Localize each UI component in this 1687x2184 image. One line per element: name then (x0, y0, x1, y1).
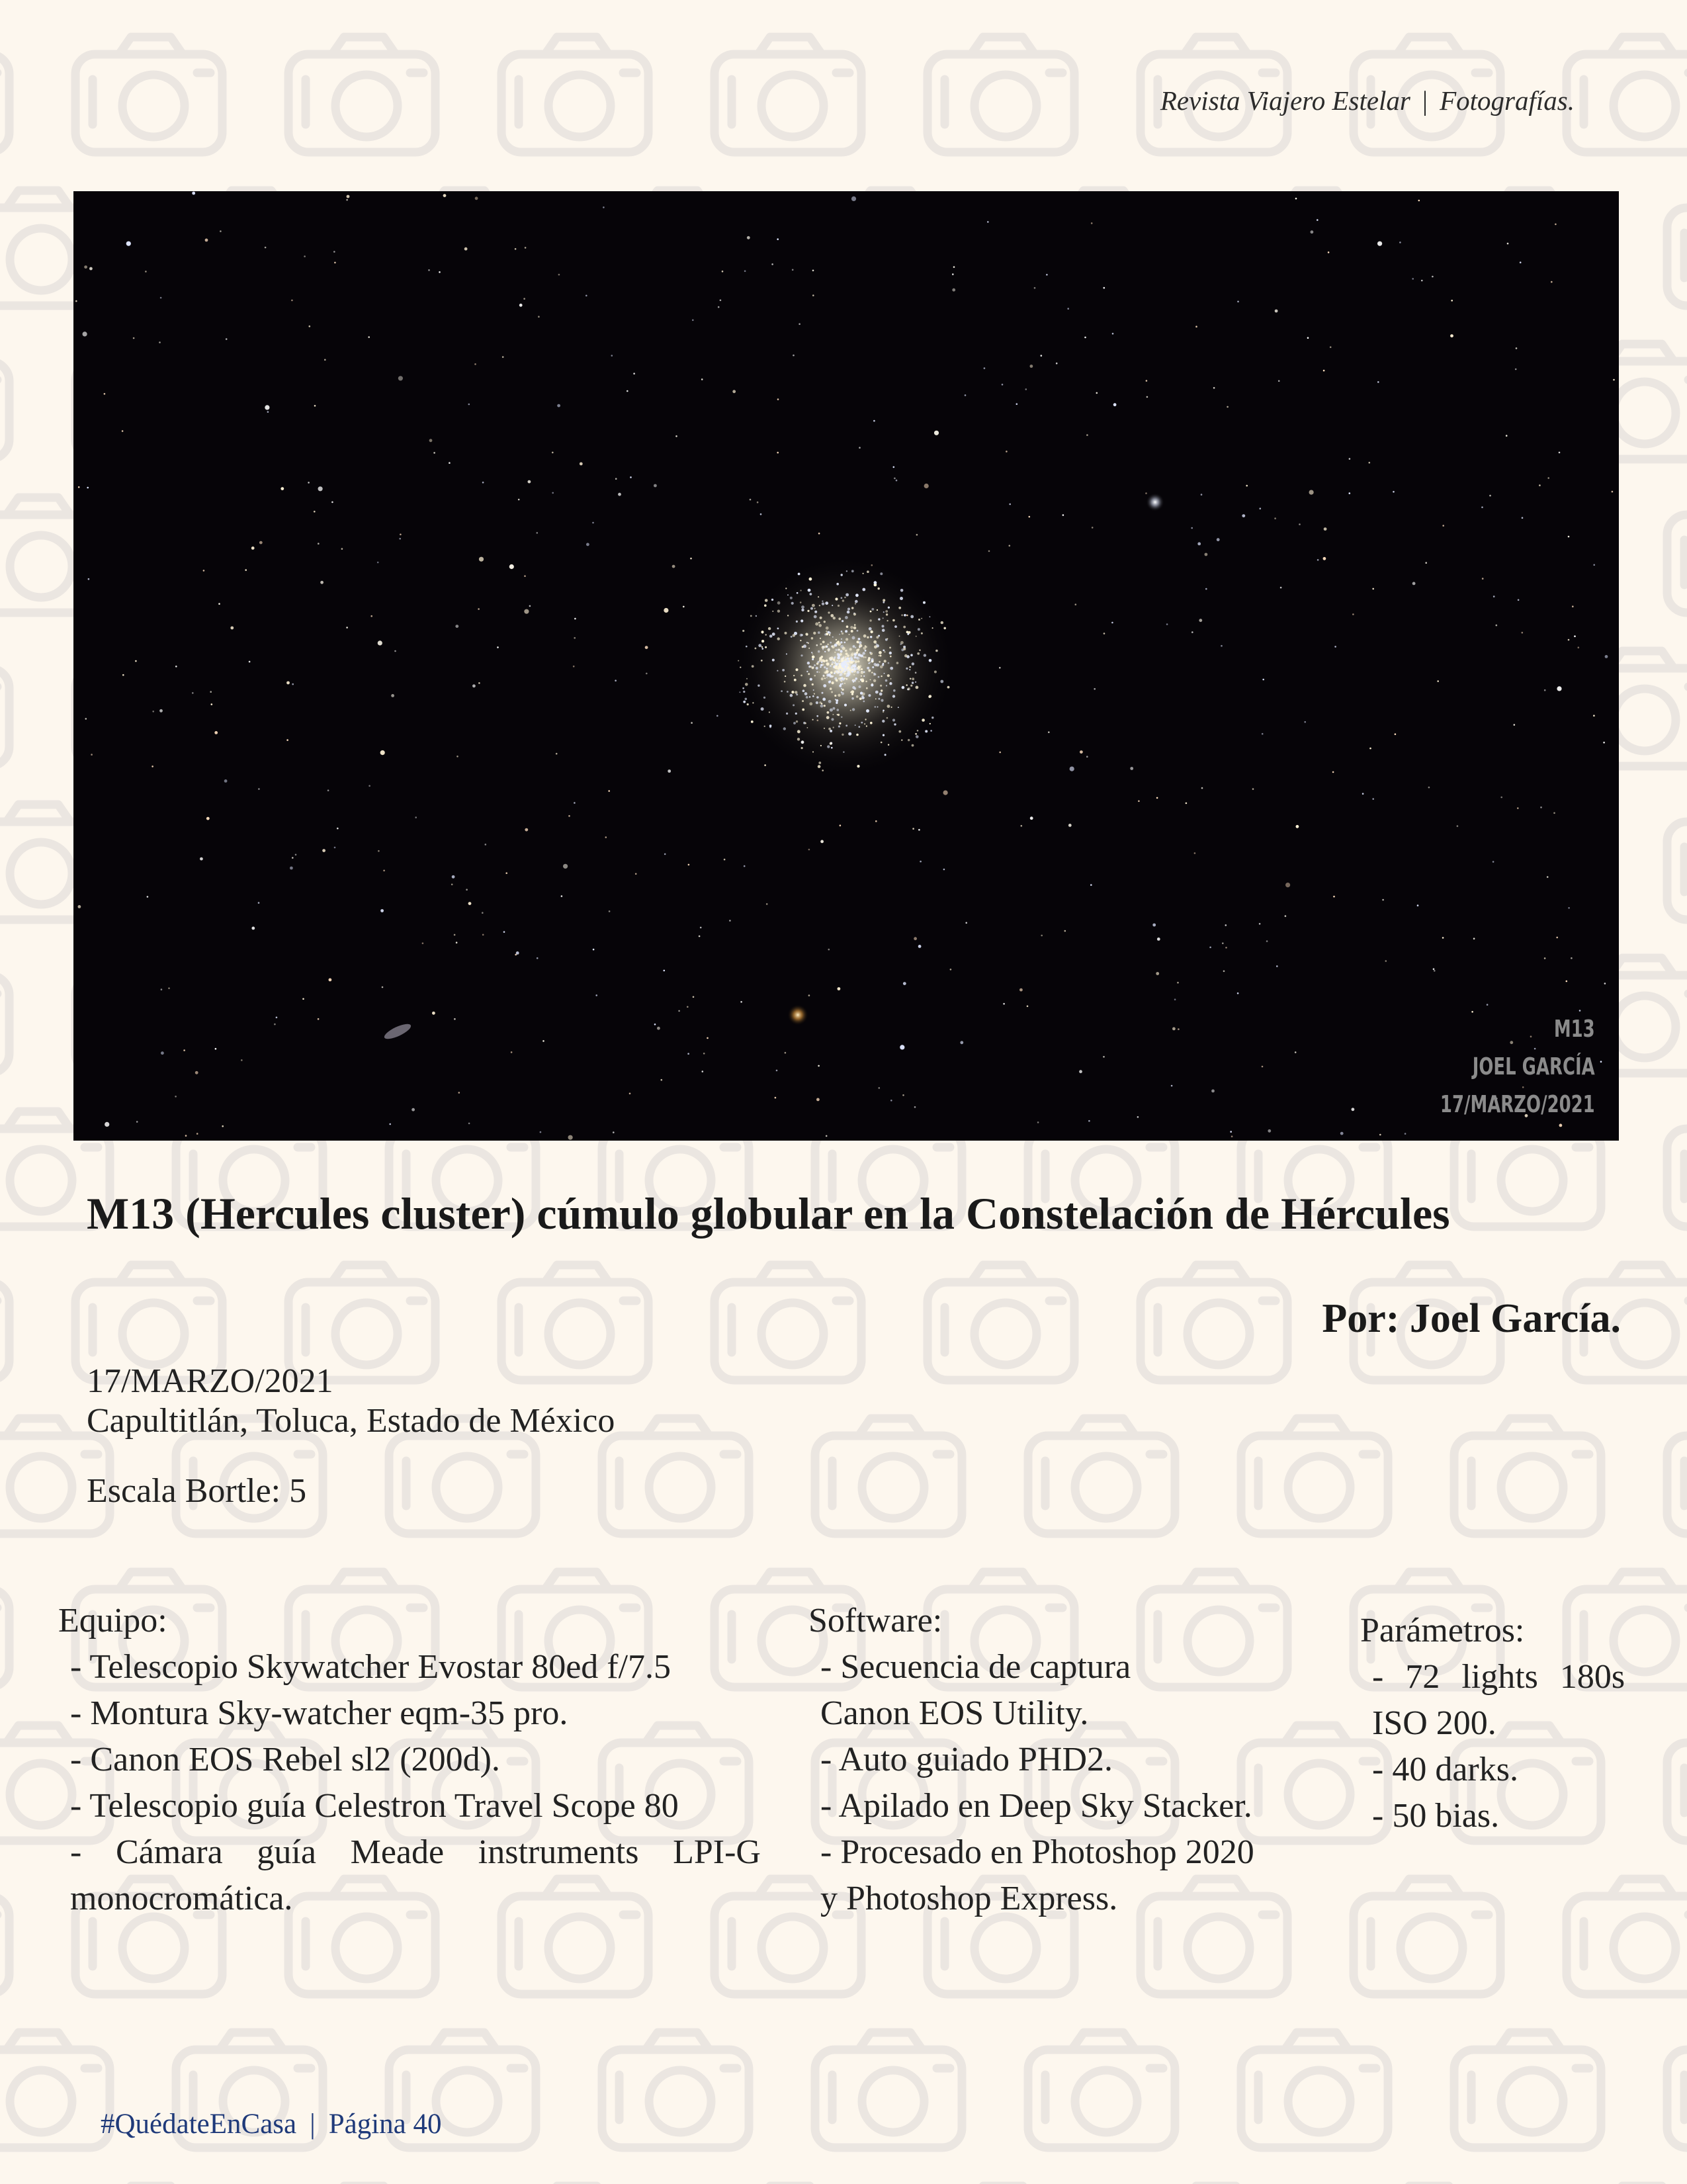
footer-hashtag: #QuédateEnCasa (101, 2109, 297, 2140)
list-item: y Photoshop Express. (820, 1880, 1118, 1917)
bright-star (1146, 493, 1164, 511)
list-item: - Cámara guía Meade instruments LPI-G (70, 1833, 761, 1871)
section-name: Fotografías. (1440, 85, 1575, 116)
equipment-heading: Equipo: (58, 1602, 167, 1639)
list-item: - Telescopio Skywatcher Evostar 80ed f/7.5 (70, 1648, 671, 1686)
header-separator: | (1422, 85, 1428, 116)
parameters-heading: Parámetros: (1360, 1612, 1525, 1649)
page-footer (101, 2108, 442, 2140)
list-item: - Canon EOS Rebel sl2 (200d). (70, 1741, 500, 1778)
list-item: monocromática. (70, 1880, 293, 1917)
parameters-list (1360, 1608, 1638, 1839)
photo-watermark (1440, 1010, 1595, 1123)
list-item: - Secuencia de captura (820, 1648, 1131, 1686)
capture-info (87, 1362, 615, 1511)
list-item: - Montura Sky-watcher eqm-35 pro. (70, 1694, 568, 1732)
software-heading: Software: (808, 1602, 943, 1639)
watermark-date: 17/MARZO/2021 (1440, 1091, 1595, 1118)
article-title: M13 (Hercules cluster) cúmulo globular en la Constelación de Hércules (87, 1188, 1450, 1239)
list-item: - Apilado en Deep Sky Stacker. (820, 1787, 1252, 1825)
software-list (808, 1598, 1324, 1922)
list-item: - 50 bias. (1372, 1797, 1500, 1835)
watermark-author: JOEL GARCÍA (1473, 1053, 1595, 1080)
footer-separator: | (310, 2109, 316, 2140)
list-item: - Auto guiado PHD2. (820, 1741, 1113, 1778)
list-item: - 72 lights 180s (1372, 1658, 1625, 1696)
capture-date: 17/MARZO/2021 (87, 1362, 333, 1400)
equipment-list (58, 1598, 761, 1922)
list-item: - 40 darks. (1372, 1751, 1518, 1788)
m13-astrophoto (73, 191, 1619, 1141)
byline: Por: Joel García. (1322, 1296, 1621, 1341)
running-header (1160, 85, 1575, 116)
watermark-object: M13 (1554, 1016, 1595, 1043)
list-item: Canon EOS Utility. (820, 1694, 1089, 1732)
page-number: Página 40 (328, 2109, 442, 2140)
capture-location: Capultitlán, Toluca, Estado de México (87, 1402, 615, 1440)
starfield-image (73, 191, 1619, 1141)
bortle-scale: Escala Bortle: 5 (87, 1472, 307, 1510)
list-item: - Procesado en Photoshop 2020 (820, 1833, 1254, 1871)
list-item: ISO 200. (1372, 1704, 1496, 1742)
orange-star (787, 1004, 808, 1026)
magazine-name: Revista Viajero Estelar (1160, 85, 1410, 116)
list-item: - Telescopio guía Celestron Travel Scope 80 (70, 1787, 679, 1825)
